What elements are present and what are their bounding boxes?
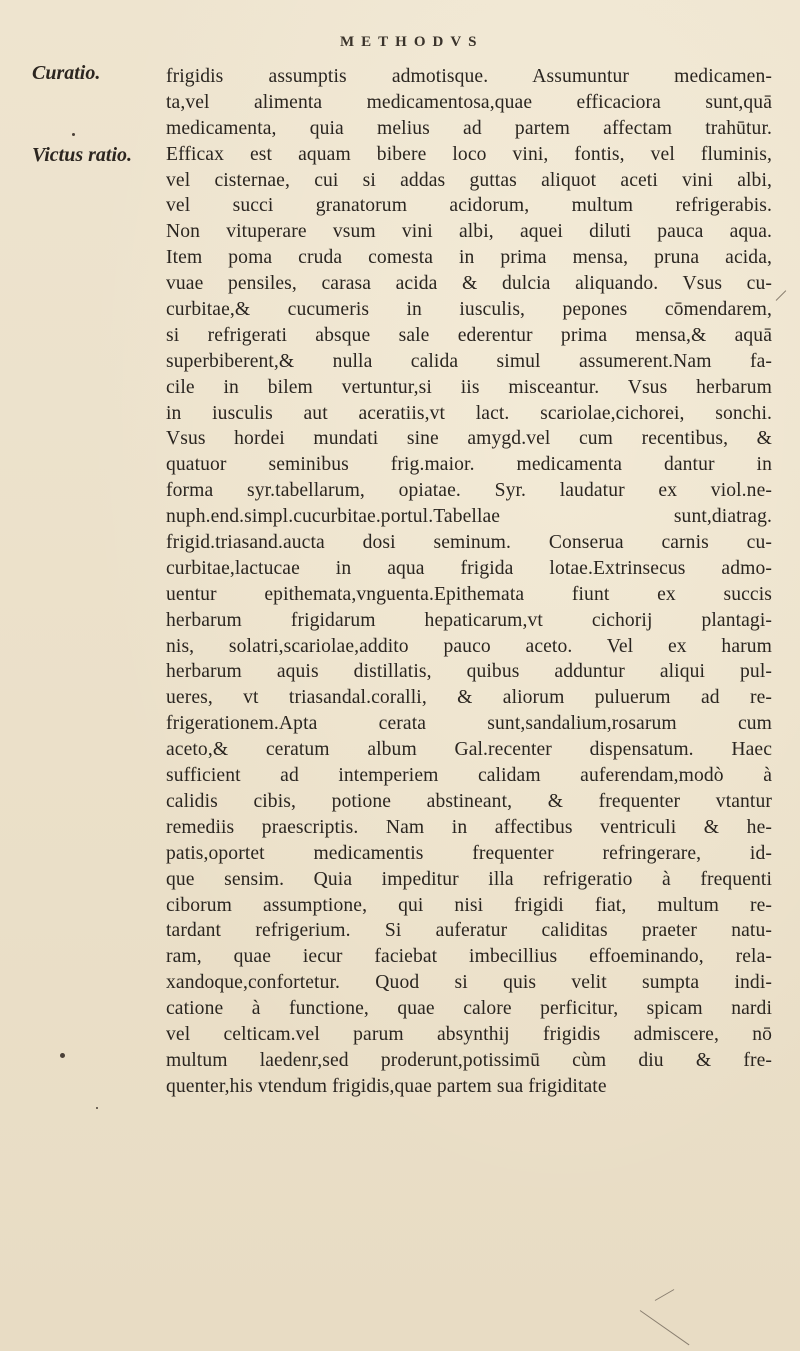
paper-mark	[640, 1310, 690, 1345]
text-line: curbitae,& cucumeris in iusculis, pepones cōmendarem,	[166, 299, 772, 321]
text-line: frigidis assumptis admotisque. Assumuntur medicamen-	[166, 66, 772, 87]
text-line: superbiberent,& nulla calida simul assumerent.Nam fa-	[166, 350, 772, 372]
text-line: herbarum aquis distillatis, quibus adduntur aliqui pul-	[166, 661, 772, 683]
text-line: Item poma cruda comesta in prima mensa, pruna acida,	[166, 247, 772, 269]
text-line: ta,vel alimenta medicamentosa,quae efficaciora sunt,quā	[166, 91, 772, 113]
text-line: vel celticam.vel parum absynthij frigidis admiscere, nō	[166, 1023, 772, 1045]
text-line: forma syr.tabellarum, opiatae. Syr. laudatur ex viol.ne-	[166, 480, 772, 502]
ink-speck	[60, 1053, 65, 1058]
text-line: sufficient ad intemperiem calidam auferendam,modò à	[166, 765, 772, 787]
text-line: in iusculis aut aceratiis,vt lact. scariolae,cichorei, sonchi.	[166, 402, 772, 424]
ink-speck	[72, 133, 75, 136]
text-line: Efficax est aquam bibere loco vini, fontis, vel fluminis,	[166, 143, 772, 165]
text-line: frigid.triasand.aucta dosi seminum. Conserua carnis cu-	[166, 532, 772, 554]
text-line: ueres, vt triasandal.coralli, & aliorum puluerum ad re-	[166, 687, 772, 709]
text-line: ram, quae iecur faciebat imbecillius effoeminando, rela-	[166, 946, 772, 968]
text-line: quatuor seminibus frig.maior. medicamenta dantur in	[166, 454, 772, 476]
text-line: vel succi granatorum acidorum, multum refrigerabis.	[166, 195, 772, 217]
text-line: Vsus hordei mundati sine amygd.vel cum recentibus, &	[166, 428, 772, 450]
text-line: tardant refrigerium. Si auferatur caliditas praeter natu-	[166, 920, 772, 942]
text-line: frigerationem.Apta cerata sunt,sandalium,rosarum cum	[166, 713, 772, 735]
paper-mark	[655, 1289, 675, 1301]
text-line: vel cisternae, cui si addas guttas aliquot aceti vini albi,	[166, 169, 772, 191]
ink-speck	[96, 1107, 98, 1109]
body-text	[166, 64, 772, 1100]
text-line: curbitae,lactucae in aqua frigida lotae.Extrinsecus admo-	[166, 557, 772, 579]
text-line: herbarum frigidarum hepaticarum,vt cichorij plantagi-	[166, 609, 772, 631]
running-head: METHODVS	[340, 34, 484, 50]
text-line: que sensim. Quia impeditur illa refrigeratio à frequenti	[166, 868, 772, 890]
text-line: calidis cibis, potione abstineant, & frequenter vtantur	[166, 790, 772, 812]
text-line: catione à functione, quae calore perficitur, spicam nardi	[166, 998, 772, 1020]
text-line: si refrigerati absque sale ederentur prima mensa,& aquā	[166, 324, 772, 346]
paper-mark	[776, 290, 787, 301]
text-line: cile in bilem vertuntur,si iis misceantur. Vsus herbarum	[166, 376, 772, 398]
text-line: medicamenta, quia melius ad partem affectam trahūtur.	[166, 117, 772, 139]
text-line: Non vituperare vsum vini albi, aquei diluti pauca aqua.	[166, 221, 772, 243]
text-line: quenter,his vtendum frigidis,quae partem sua frigiditate	[166, 1075, 607, 1097]
text-line: patis,oportet medicamentis frequenter refringerare, id-	[166, 842, 772, 864]
text-line: vuae pensiles, carasa acida & dulcia aliquando. Vsus cu-	[166, 273, 772, 295]
text-line: ciborum assumptione, qui nisi frigidi fiat, multum re-	[166, 894, 772, 916]
text-line: remediis praescriptis. Nam in affectibus ventriculi & he-	[166, 816, 772, 838]
text-line: nuph.end.simpl.cucurbitae.portul.Tabellae sunt,diatrag.	[166, 506, 772, 528]
text-line: xandoque,confortetur. Quod si quis velit sumpta indi-	[166, 972, 772, 994]
text-line: multum laedenr,sed proderunt,potissimū cùm diu & fre-	[166, 1049, 772, 1071]
margin-note-curatio: Curatio.	[32, 62, 101, 84]
text-line: uentur epithemata,vnguenta.Epithemata fiunt ex succis	[166, 583, 772, 605]
margin-note-victus-ratio: Victus ratio.	[32, 144, 133, 166]
text-line: nis, solatri,scariolae,addito pauco aceto. Vel ex harum	[166, 635, 772, 657]
text-line: aceto,& ceratum album Gal.recenter dispensatum. Haec	[166, 739, 772, 761]
